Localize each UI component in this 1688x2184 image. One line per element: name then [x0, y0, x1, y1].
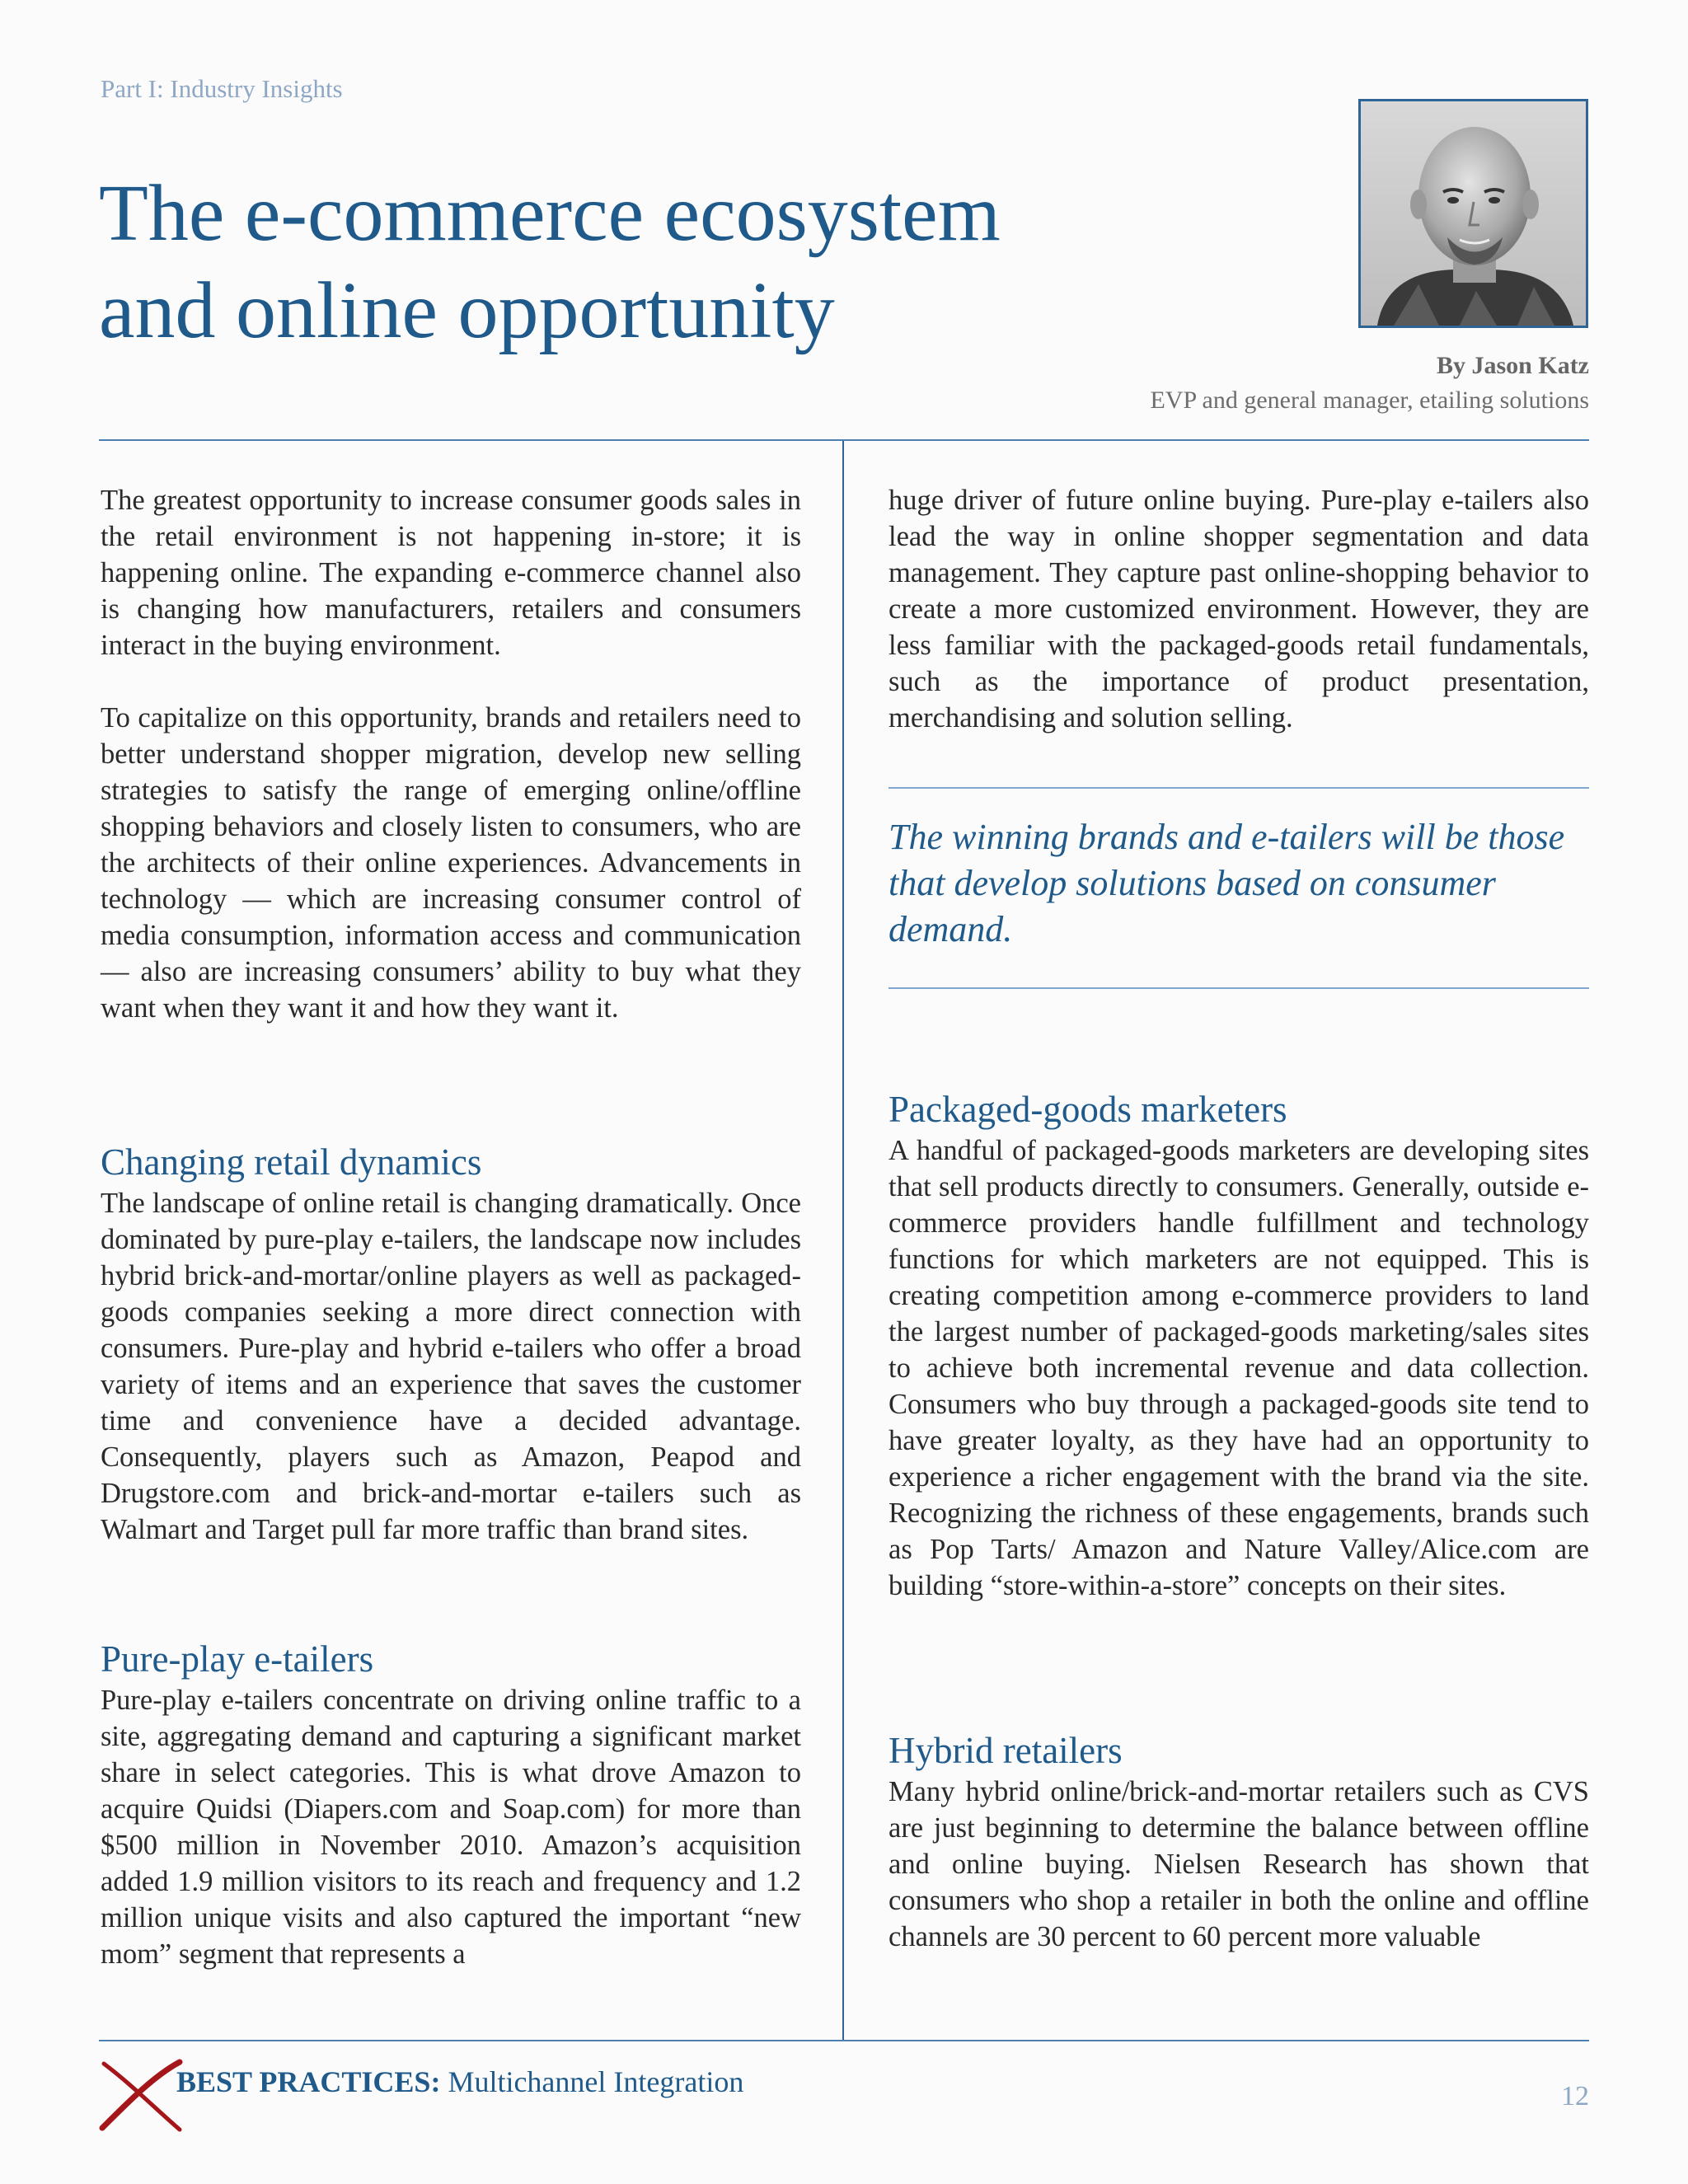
author-role: EVP and general manager, etailing solutions	[1150, 387, 1589, 414]
x-swoosh-logo-icon	[97, 2059, 188, 2133]
heading-hybrid-retailers: Hybrid retailers	[889, 1730, 1123, 1771]
continued-paragraph: huge driver of future online buying. Pure-play e-tailers also lead the way in online shopper segmentation and data management. They capture past online-shopping behavior to create a more customized environment. However, they are less familiar with the packaged-goods retail fundamentals, such as the importance of product presentation, merchandising and solution selling.	[889, 485, 1589, 733]
top-divider	[99, 439, 1589, 441]
section-label: Part I: Industry Insights	[101, 74, 343, 103]
right-section-3	[889, 1086, 1589, 1604]
heading-changing-retail-dynamics: Changing retail dynamics	[101, 1141, 482, 1183]
section-4-body: Many hybrid online/brick-and-mortar retailers such as CVS are just beginning to determine the balance between offline and online buying. Nielsen Research has shown that consumers who shop a retailer in both the online and offline channels are 30 percent to 60 percent more valuable	[889, 1776, 1589, 1952]
column-divider	[842, 441, 844, 2040]
pullquote-top-rule	[889, 787, 1589, 789]
bottom-divider	[99, 2040, 1589, 2041]
section-1-body: The landscape of online retail is changing dramatically. Once dominated by pure-play e-tailers, the landscape now includes hybrid brick-and-mortar/online players as well as packaged-goods companies seeking a more direct connection with consumers. Pure-play and hybrid e-tailers who offer a broad variety of items and an experience that saves the customer time and convenience have a decided advantage. Consequently, players such as Amazon, Peapod and Drugstore.com and brick-and-mortar e-tailers such as Walmart and Target pull far more traffic than brand sites.	[101, 1188, 801, 1545]
pullquote-bottom-rule	[889, 987, 1589, 989]
left-section-1	[101, 1139, 801, 1548]
heading-pure-play-etailers: Pure-play e-tailers	[101, 1638, 374, 1680]
heading-packaged-goods-marketers: Packaged-goods marketers	[889, 1089, 1287, 1130]
title-line-2: and online opportunity	[99, 266, 835, 355]
page-number: 12	[1561, 2081, 1589, 2111]
footer-brand-rest: Multichannel Integration	[448, 2065, 744, 2098]
title-line-1: The e-commerce ecosystem	[99, 169, 1001, 258]
section-2-body: Pure-play e-tailers concentrate on driving online traffic to a site, aggregating demand and capturing a significant market share in select categories. This is what drove Amazon to acquire Quidsi (Diapers.com and Soap.com) for more than $500 million in November 2010. Amazon’s acquisition added 1.9 million visitors to its reach and frequency and 1.2 million unique visits and also captured the important “new mom” segment that represents a	[101, 1685, 801, 1970]
author-name: By Jason Katz	[1436, 352, 1589, 379]
right-section-4	[889, 1727, 1589, 1955]
left-section-2	[101, 1636, 801, 1972]
portrait-photo-icon	[1361, 101, 1586, 326]
section-3-body: A handful of packaged-goods marketers are developing sites that sell products directly to consumers. Generally, outside e-commerce providers handle fulfillment and technology functions for which marketers are not equipped. This is creating competition among e-commerce providers to land the largest number of packaged-goods marketing/sales sites to achieve both incremental revenue and data collection. Consumers who buy through a packaged-goods site tend to have greater loyalty, as they have had an opportunity to experience a richer engagement with the brand via the site. Recognizing the richness of these engagements, brands such as Pop Tarts/ Amazon and Nature Valley/Alice.com are building “store-within-a-store” concepts on their sites.	[889, 1135, 1589, 1601]
page-title	[99, 165, 1170, 359]
left-column	[101, 482, 801, 1026]
footer-brand	[176, 2064, 743, 2099]
byline	[1150, 349, 1589, 418]
right-column-continued	[889, 482, 1589, 736]
pullquote: The winning brands and e-tailers will be those that develop solutions based on consumer demand.	[889, 817, 1565, 949]
footer-brand-bold: BEST PRACTICES:	[176, 2065, 441, 2098]
intro-paragraph-1: The greatest opportunity to increase consumer goods sales in the retail environment is not happening in-store; it is happening online. The expanding e-commerce channel also is changing how manufacturers, retailers and consumers interact in the buying environment.	[101, 485, 801, 661]
intro-paragraph-2: To capitalize on this opportunity, brands and retailers need to better understand shopper migration, develop new selling strategies to satisfy the range of emerging online/offline shopping behaviors and closely listen to consumers, who are the architects of their online experiences. Advancements in technology — which are increasing consumer control of media consumption, information access and communication — also are increasing consumers’ ability to buy what they want when they want it and how they want it.	[101, 702, 801, 1024]
author-photo	[1358, 99, 1588, 328]
